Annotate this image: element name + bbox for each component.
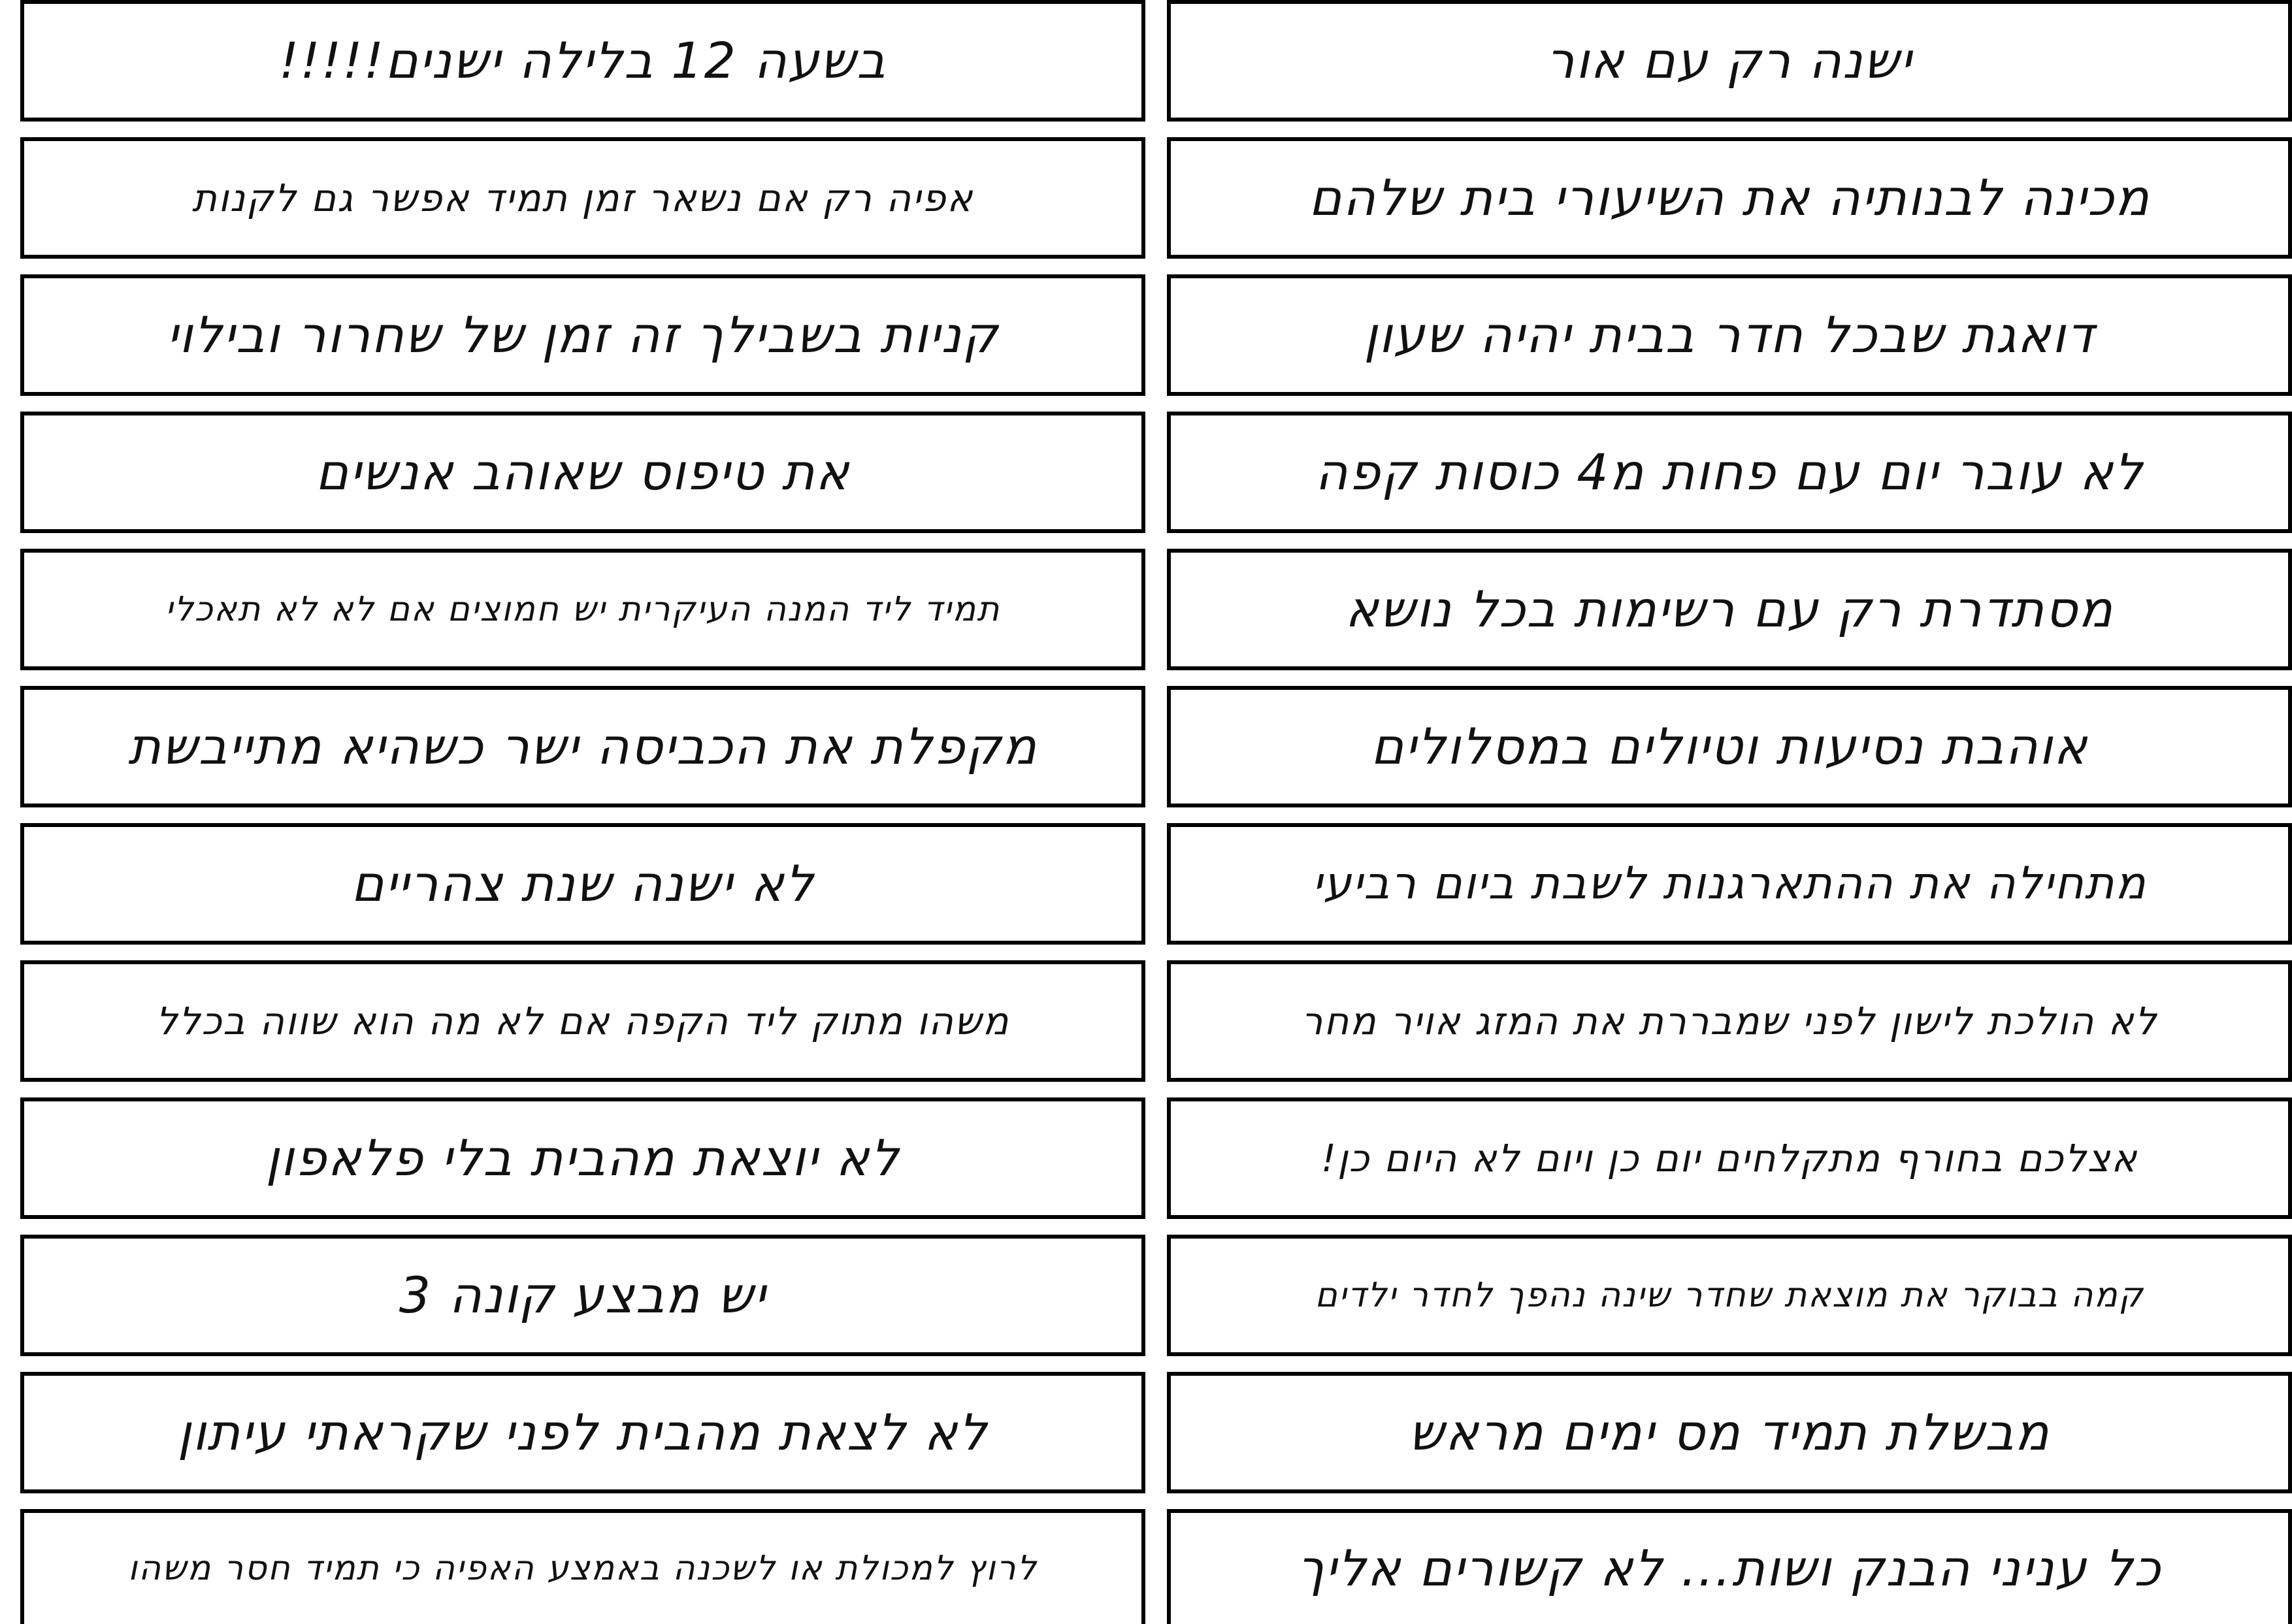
card-text: בשעה 12 בלילה ישנים!!!!! <box>278 31 887 89</box>
card-text: כל עניני הבנק ושות... לא קשורים אליך <box>1297 1539 2162 1597</box>
card-text: אוהבת נסיעות וטיולים במסלולים <box>1370 717 2089 775</box>
card <box>1167 1097 2292 1219</box>
card-text: לא ישנה שנת צהריים <box>351 854 815 913</box>
card-text: קמה בבוקר את מוצאת שחדר שינה נהפך לחדר ילדים <box>1315 1276 2144 1315</box>
card <box>20 1372 1145 1493</box>
card-text: יש מבצע קונה 3 <box>399 1266 767 1324</box>
card-text: מתחילה את ההתארגנות לשבת ביום רביעי <box>1312 858 2147 909</box>
card-text: מבשלת תמיד מס ימים מראש <box>1409 1403 2050 1461</box>
card <box>1167 549 2292 670</box>
card <box>20 960 1145 1082</box>
card <box>1167 686 2292 807</box>
card-text: משהו מתוק ליד הקפה אם לא מה הוא שווה בכלל <box>156 999 1010 1043</box>
card-text: לא עובר יום עם פחות מ4 כוסות קפה <box>1315 443 2144 501</box>
card <box>20 823 1145 945</box>
card-text: לא הולכת לישון לפני שמבררת את המזג אויר מחר <box>1301 999 2158 1043</box>
card <box>1167 823 2292 945</box>
card <box>20 0 1145 122</box>
card <box>20 274 1145 396</box>
card <box>1167 0 2292 122</box>
card-text: מסתדרת רק עם רשימות בכל נושא <box>1345 580 2114 638</box>
card-text: ישנה רק עם אור <box>1546 31 1913 89</box>
card <box>1167 1235 2292 1356</box>
card-text: לא יוצאת מהבית בלי פלאפון <box>265 1129 900 1187</box>
card <box>20 137 1145 259</box>
card-text: מכינה לבנותיה את השיעורי בית שלהם <box>1309 169 2150 227</box>
card <box>1167 274 2292 396</box>
card <box>1167 1372 2292 1493</box>
card-text: אפיה רק אם נשאר זמן תמיד אפשר גם לקנות <box>191 176 974 220</box>
card <box>20 1509 1145 1624</box>
card-text: אצלכם בחורף מתקלחים יום כן ויום לא היום כן! <box>1320 1136 2138 1180</box>
card <box>1167 960 2292 1082</box>
card <box>20 686 1145 807</box>
card-text: מקפלת את הכביסה ישר כשהיא מתייבשת <box>128 717 1038 775</box>
card <box>20 1235 1145 1356</box>
card-text: קניות בשבילך זה זמן של שחרור ובילוי <box>167 306 999 364</box>
card-text: לא לצאת מהבית לפני שקראתי עיתון <box>177 1403 989 1461</box>
card <box>20 412 1145 533</box>
card-text: תמיד ליד המנה העיקרית יש חמוצים אם לא לא תאכלי <box>165 590 1001 629</box>
card <box>1167 412 2292 533</box>
card <box>20 549 1145 670</box>
card-text: את טיפוס שאוהב אנשים <box>315 443 851 501</box>
card <box>1167 1509 2292 1624</box>
card-text: דואגת שבכל חדר בבית יהיה שעון <box>1364 306 2095 364</box>
card <box>20 1097 1145 1219</box>
card-text: לרוץ למכולת או לשכנה באמצע האפיה כי תמיד חסר משהו <box>127 1549 1038 1588</box>
card <box>1167 137 2292 259</box>
